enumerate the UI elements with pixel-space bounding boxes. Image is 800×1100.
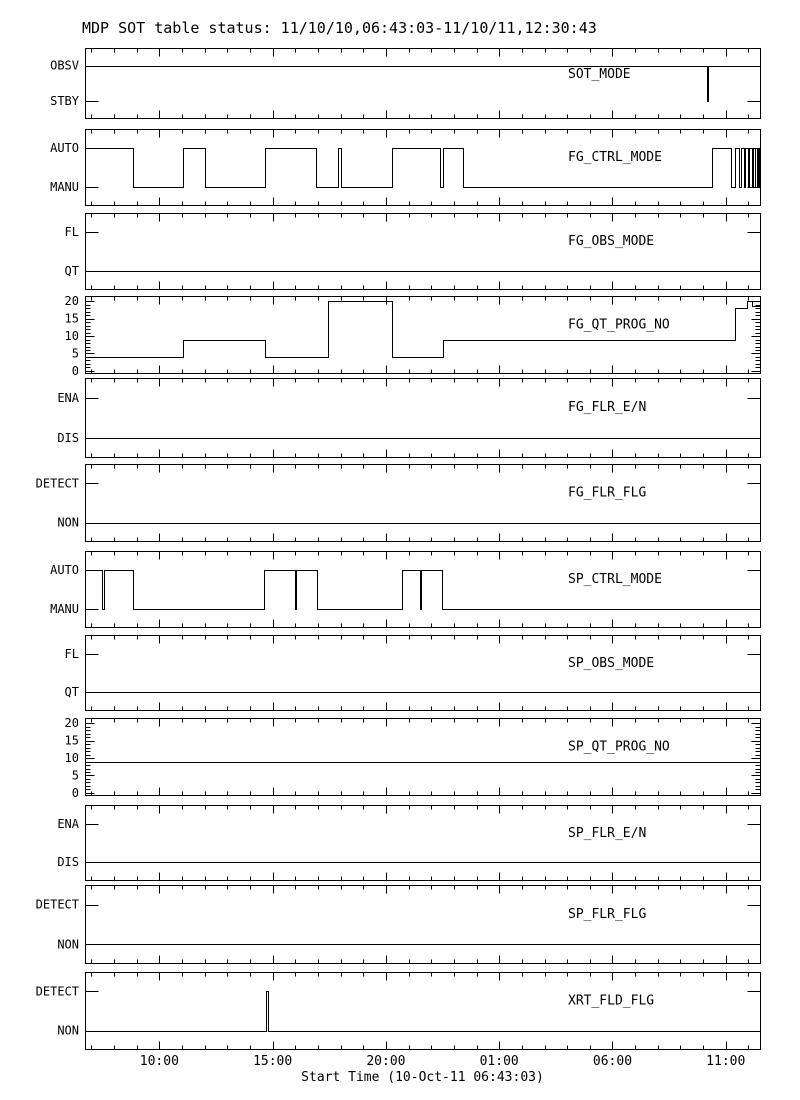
y-label-DETECT: DETECT	[35, 897, 79, 912]
panel-label-FG_QT_PROG_NO: FG_QT_PROG_NO	[568, 317, 670, 333]
panel-label-XRT_FLD_FLG: XRT_FLD_FLG	[568, 993, 655, 1009]
y-label-10: 10	[64, 329, 79, 344]
chart-title: MDP SOT table status: 11/10/10,06:43:03-11/10/11,12:30:43	[82, 19, 597, 37]
panel-frame	[86, 214, 761, 290]
panel-label-FG_FLR_E/N: FG_FLR_E/N	[568, 400, 647, 416]
y-label-10: 10	[64, 751, 79, 766]
y-label-FL: FL	[64, 646, 79, 661]
y-label-FL: FL	[64, 225, 79, 239]
y-label-DIS: DIS	[57, 855, 79, 869]
y-label-STBY: STBY	[50, 94, 79, 109]
x-axis-title: Start Time (10-Oct-11 06:43:03)	[301, 1070, 544, 1085]
y-label-ENA: ENA	[57, 816, 79, 831]
y-label-QT: QT	[64, 685, 79, 699]
panel-SP_CTRL_MODE	[50, 552, 760, 628]
y-label-MANU: MANU	[50, 179, 79, 194]
panel-frame	[86, 806, 761, 881]
panel-label-SP_OBS_MODE: SP_OBS_MODE	[568, 655, 655, 671]
x-tick-label-4: 06:00	[592, 1054, 633, 1069]
panel-SP_FLR_FLG	[36, 886, 761, 964]
y-label-NON: NON	[57, 1023, 79, 1038]
x-tick-label-0: 10:00	[139, 1054, 179, 1069]
panel-SP_QT_PROG_NO	[65, 716, 761, 800]
signal-XRT_FLD_FLG	[86, 992, 761, 1032]
x-tick-label-1: 15:00	[253, 1054, 293, 1069]
panel-label-SP_CTRL_MODE: SP_CTRL_MODE	[568, 572, 662, 588]
panel-FG_QT_PROG_NO	[65, 294, 761, 378]
y-label-NON: NON	[57, 515, 79, 530]
y-label-DETECT: DETECT	[35, 476, 79, 491]
y-label-5: 5	[71, 768, 79, 783]
panel-frame	[86, 552, 761, 628]
panel-label-FG_FLR_FLG: FG_FLR_FLG	[568, 485, 647, 501]
y-label-MANU: MANU	[50, 601, 79, 616]
panel-label-SP_FLR_E/N: SP_FLR_E/N	[568, 825, 647, 841]
panel-frame	[86, 636, 761, 711]
y-label-5: 5	[71, 346, 79, 361]
x-tick-label-5: 11:00	[706, 1054, 746, 1069]
panel-frame	[86, 465, 761, 542]
x-tick-label-3: 01:00	[479, 1054, 519, 1069]
panel-label-FG_OBS_MODE: FG_OBS_MODE	[568, 234, 655, 250]
y-label-0: 0	[71, 785, 79, 800]
panel-label-SOT_MODE: SOT_MODE	[568, 66, 631, 82]
panel-frame	[86, 130, 761, 206]
panel-label-SP_FLR_FLG: SP_FLR_FLG	[568, 906, 647, 922]
panel-frame	[86, 379, 761, 458]
panel-frame	[86, 49, 761, 119]
panel-FG_FLR_FLG	[36, 465, 761, 542]
y-label-NON: NON	[57, 937, 79, 952]
y-label-ENA: ENA	[57, 390, 79, 405]
x-tick-label-2: 20:00	[366, 1054, 406, 1069]
y-label-15: 15	[64, 733, 79, 748]
panel-FG_OBS_MODE	[65, 214, 761, 290]
y-label-15: 15	[64, 311, 79, 326]
y-label-DIS: DIS	[57, 431, 79, 446]
panel-label-SP_QT_PROG_NO: SP_QT_PROG_NO	[568, 739, 670, 755]
panel-SOT_MODE	[50, 49, 760, 119]
panel-label-FG_CTRL_MODE: FG_CTRL_MODE	[568, 150, 662, 166]
y-label-0: 0	[71, 363, 79, 378]
y-label-20: 20	[64, 716, 79, 731]
panel-FG_CTRL_MODE	[50, 130, 760, 206]
panel-frame	[86, 973, 761, 1050]
panel-frame	[86, 886, 761, 964]
y-label-DETECT: DETECT	[35, 984, 79, 999]
y-label-AUTO: AUTO	[50, 141, 79, 155]
panel-XRT_FLD_FLG	[36, 973, 761, 1050]
y-label-QT: QT	[64, 263, 79, 278]
panel-frame	[86, 297, 761, 374]
panel-frame	[86, 719, 761, 796]
panel-SP_OBS_MODE	[65, 636, 761, 711]
panel-FG_FLR_E/N	[57, 379, 760, 458]
y-label-20: 20	[64, 294, 79, 309]
y-label-OBSV: OBSV	[50, 58, 79, 73]
signal-SOT_MODE	[86, 67, 761, 102]
y-label-AUTO: AUTO	[50, 563, 79, 577]
panel-SP_FLR_E/N	[57, 806, 760, 881]
